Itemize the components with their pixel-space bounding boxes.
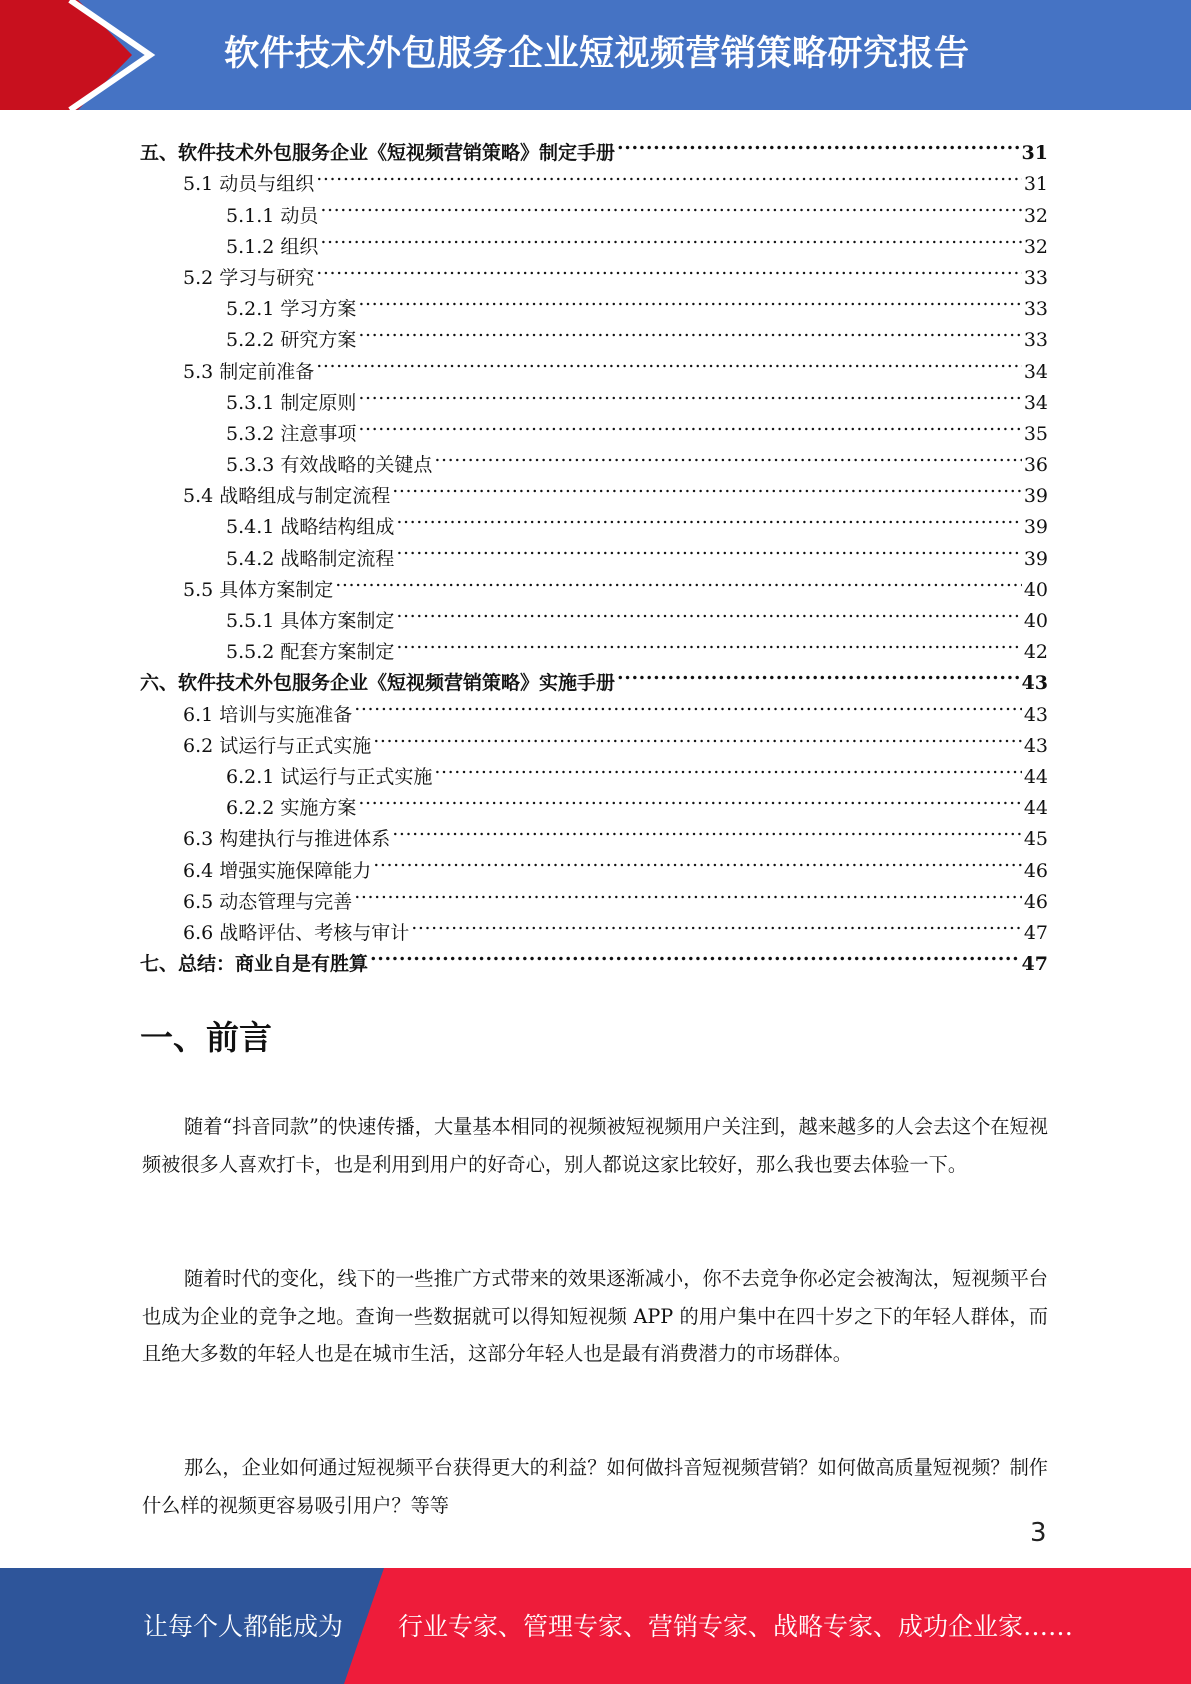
- toc-entry-label: 5.1 动员与组织: [183, 173, 315, 196]
- toc-dot-leader: [411, 908, 1022, 939]
- paragraph-2: 随着时代的变化，线下的一些推广方式带来的效果逐渐减小，你不去竞争你必定会被淘汰，短视频平台也成为企业的竞争之地。查询一些数据就可以得知短视频 APP 的用户集中在四十岁之下的年轻人群体，而且绝大多数的年轻人也是在城市生活，这部分年轻人也是最有消费潜力的市场群体。: [142, 1267, 1048, 1365]
- toc-entry-page: 31: [1023, 173, 1048, 196]
- toc-entry-page: 32: [1023, 204, 1048, 227]
- toc-dot-leader: [358, 409, 1021, 440]
- page-number: 3: [1030, 1518, 1047, 1548]
- toc-entry-page: 44: [1023, 765, 1048, 788]
- toc-entry-page: 42: [1023, 641, 1048, 664]
- toc-dot-leader: [316, 253, 1022, 284]
- toc-dot-leader: [358, 284, 1021, 315]
- toc-dot-leader: [354, 877, 1022, 908]
- page-footer: [0, 1568, 1191, 1684]
- toc-entry-label: 5.5.1 具体方案制定: [226, 610, 395, 632]
- toc-entry-page: 39: [1023, 516, 1048, 539]
- toc-entry-page: 34: [1023, 391, 1048, 414]
- toc-entry-page: 33: [1023, 266, 1048, 289]
- toc-entry-label: 六、软件技术外包服务企业《短视频营销策略》实施手册: [140, 672, 616, 695]
- toc-dot-leader: [354, 689, 1022, 720]
- toc-dot-leader: [434, 440, 1021, 471]
- toc-entry-page: 33: [1023, 298, 1048, 321]
- header-title: 软件技术外包服务企业短视频营销策略研究报告: [224, 34, 970, 74]
- toc-entry-label: 5.3.2 注意事项: [226, 422, 357, 445]
- toc-entry-label: 6.6 战略评估、考核与审计: [183, 921, 410, 944]
- toc-entry-label: 5.4 战略组成与制定流程: [183, 485, 391, 508]
- toc-entry-label: 5.3.1 制定原则: [226, 391, 357, 414]
- paragraph-1: 随着“抖音同款”的快速传播，大量基本相同的视频被短视频用户关注到，越来越多的人会去这个在短视频被很多人喜欢打卡，也是利用到用户的好奇心，别人都说这家比较好，那么我也要去体验一下。: [142, 1115, 1048, 1176]
- toc-dot-leader: [373, 845, 1022, 876]
- toc-entry-page: 46: [1023, 890, 1048, 913]
- toc-entry-label: 5.5 具体方案制定: [183, 578, 334, 601]
- toc-entry-label: 5.4.1 战略结构组成: [226, 516, 395, 539]
- toc-entry-page: 43: [1023, 734, 1048, 757]
- toc-entry-label: 5.2.2 研究方案: [226, 329, 357, 352]
- footer-slogan-left: 让每个人都能成为: [143, 1612, 344, 1641]
- toc-entry-label: 5.2.1 学习方案: [226, 298, 357, 321]
- toc-dot-leader: [617, 658, 1020, 689]
- toc-entry-page: 44: [1023, 797, 1048, 820]
- toc-entry-page: 40: [1023, 578, 1048, 601]
- toc-entry-page: 47: [1021, 953, 1048, 976]
- toc-entry-page: 33: [1023, 329, 1048, 352]
- table-of-contents: [140, 128, 1048, 976]
- toc-entry-label: 6.2 试运行与正式实施: [183, 734, 372, 757]
- toc-dot-leader: [370, 939, 1020, 970]
- paragraph-3: 那么，企业如何通过短视频平台获得更大的利益？如何做抖音短视频营销？如何做高质量短视频？制作什么样的视频更容易吸引用户？等等: [142, 1456, 1048, 1517]
- toc-dot-leader: [392, 471, 1022, 502]
- footer-slogan-right: 行业专家、管理专家、营销专家、战略专家、成功企业家……: [398, 1612, 1074, 1641]
- toc-entry-label: 5.4.2 战略制定流程: [226, 547, 395, 570]
- section-heading: 一、前言: [140, 1018, 272, 1057]
- toc-dot-leader: [358, 783, 1021, 814]
- toc-entry-label: 5.1.2 组织: [226, 235, 319, 258]
- toc-entry-label: 6.2.1 试运行与正式实施: [226, 765, 433, 788]
- toc-entry-label: 5.3.3 有效战略的关键点: [226, 454, 433, 477]
- toc-entry-label: 6.2.2 实施方案: [226, 797, 357, 820]
- toc-entry-label: 5.5.2 配套方案制定: [226, 641, 395, 664]
- toc-dot-leader: [358, 315, 1021, 346]
- toc-dot-leader: [617, 128, 1020, 159]
- toc-entry-label: 5.3 制定前准备: [183, 360, 315, 383]
- toc-entry-page: 31: [1021, 142, 1048, 165]
- toc-entry-page: 39: [1023, 547, 1048, 570]
- toc-dot-leader: [335, 565, 1022, 596]
- toc-dot-leader: [358, 378, 1021, 409]
- toc-entry-label: 5.1.1 动员: [226, 204, 319, 227]
- toc-entry-page: 47: [1023, 921, 1048, 944]
- toc-entry[interactable]: [140, 128, 1048, 165]
- toc-entry-label: 七、总结：商业自是有胜算: [140, 953, 369, 976]
- toc-dot-leader: [434, 752, 1021, 783]
- toc-entry-page: 43: [1023, 703, 1048, 726]
- toc-entry-label: 6.3 构建执行与推进体系: [183, 828, 391, 851]
- toc-entry-page: 45: [1023, 828, 1048, 851]
- toc-dot-leader: [320, 222, 1021, 253]
- toc-dot-leader: [373, 721, 1022, 752]
- toc-dot-leader: [396, 596, 1021, 627]
- toc-entry-page: 39: [1023, 485, 1048, 508]
- toc-entry-label: 6.4 增强实施保障能力: [183, 859, 372, 882]
- toc-entry-label: 5.2 学习与研究: [183, 266, 315, 289]
- toc-entry-label: 6.5 动态管理与完善: [183, 890, 353, 913]
- toc-dot-leader: [316, 346, 1022, 377]
- toc-entry-page: 34: [1023, 360, 1048, 383]
- toc-dot-leader: [392, 814, 1022, 845]
- page-header: [0, 0, 1191, 110]
- toc-entry-page: 32: [1023, 235, 1048, 258]
- toc-dot-leader: [396, 627, 1021, 658]
- toc-entry-page: 35: [1023, 422, 1048, 445]
- toc-dot-leader: [396, 533, 1021, 564]
- toc-dot-leader: [320, 190, 1021, 221]
- toc-entry-page: 36: [1023, 454, 1048, 477]
- toc-entry-page: 46: [1023, 859, 1048, 882]
- toc-entry-page: 43: [1021, 672, 1048, 695]
- toc-dot-leader: [396, 502, 1021, 533]
- toc-entry-label: 6.1 培训与实施准备: [183, 703, 353, 726]
- toc-entry-page: 40: [1023, 610, 1048, 632]
- toc-dot-leader: [316, 159, 1022, 190]
- toc-entry-label: 五、软件技术外包服务企业《短视频营销策略》制定手册: [140, 142, 616, 165]
